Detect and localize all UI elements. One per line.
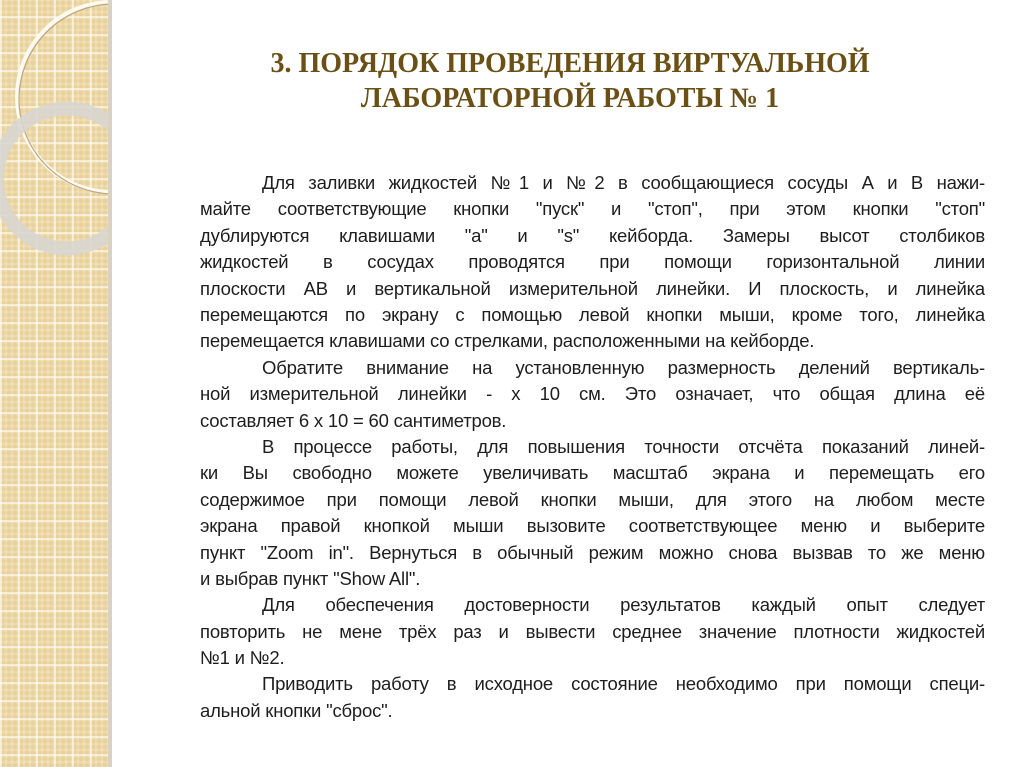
text-line: пункт "Zoom in". Вернуться в обычный режим можно снова вызвав то же меню xyxy=(200,541,985,563)
text-line: ки Вы свободно можете увеличивать масштаб экрана и перемещать его xyxy=(200,462,985,484)
text-line: повторить не мене трёх раз и вывести среднее значение плотности жидкостей xyxy=(200,620,985,642)
text-line: и выбрав пункт "Show All". xyxy=(200,567,421,589)
text-line: Для заливки жидкостей №1 и №2 в сообщающиеся сосуды А и В нажи- xyxy=(262,172,985,193)
paragraph xyxy=(200,592,985,671)
text-line: Обратите внимание на установленную размерность делений вертикаль- xyxy=(262,356,985,378)
decorative-sidebar xyxy=(0,0,112,767)
text-line: составляет 6 х 10 = 60 сантиметров. xyxy=(200,409,507,431)
slide-title xyxy=(150,46,990,116)
text-line: содержимое при помощи левой кнопки мыши, для этого на любом месте xyxy=(200,488,985,510)
text-line: №1 и №2. xyxy=(200,647,285,669)
text-line: экрана правой кнопкой мыши вызовите соответствующее меню и выберите xyxy=(200,515,985,537)
text-line: майте соответствующие кнопки "пуск" и "стоп", при этом кнопки "стоп" xyxy=(200,198,985,220)
slide-body-text xyxy=(200,170,985,724)
text-line: жидкостей в сосудах проводятся при помощи горизонтальной линии xyxy=(200,251,985,273)
text-line: альной кнопки "сброс". xyxy=(200,699,393,721)
sidebar-edge xyxy=(108,0,112,767)
paragraph xyxy=(200,355,985,434)
decorative-rings-icon xyxy=(0,0,112,767)
text-line: перемещаются по экрану с помощью левой кнопки мыши, кроме того, линейка xyxy=(200,303,985,325)
paragraph xyxy=(200,434,985,592)
text-line: перемещается клавишами со стрелками, расположенными на кейборде. xyxy=(200,330,815,352)
text-line: дублируются клавишами "а" и "s" кейборда. Замеры высот столбиков xyxy=(200,224,985,246)
title-line-1: 3. ПОРЯДОК ПРОВЕДЕНИЯ ВИРТУАЛЬНОЙ xyxy=(270,48,870,79)
text-line: Приводить работу в исходное состояние необходимо при помощи специ- xyxy=(262,673,985,695)
text-line: В процессе работы, для повышения точности отсчёта показаний линей- xyxy=(262,435,985,457)
paragraph xyxy=(200,671,985,724)
title-line-2: ЛАБОРАТОРНОЙ РАБОТЫ № 1 xyxy=(360,83,780,114)
paragraph xyxy=(200,170,985,355)
text-line: плоскости АВ и вертикальной измерительной линейки. И плоскость, и линейка xyxy=(200,277,985,299)
text-line: Для обеспечения достоверности результатов каждый опыт следует xyxy=(262,594,985,616)
text-line: ной измерительной линейки - х 10 см. Это означает, что общая длина её xyxy=(200,383,985,405)
